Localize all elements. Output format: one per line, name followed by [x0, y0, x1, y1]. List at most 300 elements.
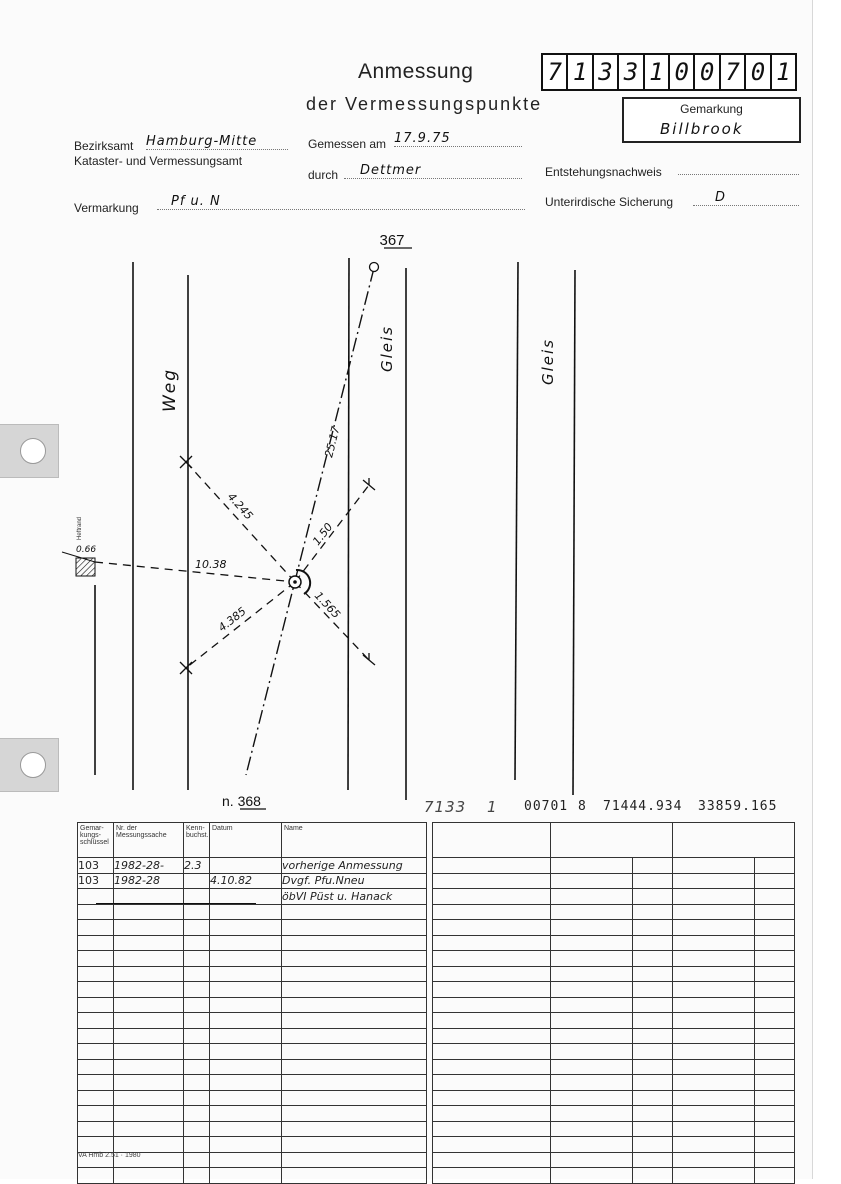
table-cell-empty [114, 1013, 184, 1029]
col-header-blank [551, 823, 673, 858]
gemarkung-label: Gemarkung [680, 102, 743, 116]
coordinate-table [432, 822, 795, 1184]
table-cell-empty [433, 997, 551, 1013]
table-cell-empty [114, 1106, 184, 1122]
table-cell-empty [755, 1121, 795, 1137]
table-row-empty [433, 982, 795, 998]
table-cell-empty [184, 1044, 210, 1060]
table-cell-empty [210, 904, 282, 920]
table-cell-empty [755, 858, 795, 874]
table-cell-empty [551, 997, 633, 1013]
table-cell-empty [78, 904, 114, 920]
table-cell-empty [551, 935, 633, 951]
table-cell-empty [184, 966, 210, 982]
table-cell-empty [755, 904, 795, 920]
table-cell-empty [78, 1013, 114, 1029]
table-cell-empty [433, 1044, 551, 1060]
table-cell-empty [114, 920, 184, 936]
table-cell-empty [633, 982, 673, 998]
point-number-digit: 3 [619, 55, 644, 89]
table-cell-empty [184, 904, 210, 920]
table-cell-empty [282, 966, 427, 982]
table-cell-empty [673, 1028, 755, 1044]
table-cell-empty [210, 997, 282, 1013]
table-row-empty [78, 951, 427, 967]
durch-value: Dettmer [344, 163, 522, 179]
table-cell-empty [551, 1044, 633, 1060]
table-cell-empty [184, 982, 210, 998]
table-cell-empty [184, 920, 210, 936]
table-cell-empty [433, 1059, 551, 1075]
table-row-empty [433, 904, 795, 920]
point-number-digit: 3 [594, 55, 619, 89]
form-subtitle: der Vermessungspunkte [306, 94, 543, 114]
cell-datum [210, 889, 282, 905]
table-row-empty [78, 920, 427, 936]
distance-1565: 1.565 [311, 589, 343, 622]
col-header-gemarkungsschluessel: Gemar-kungs-schlüssel [78, 823, 114, 858]
table-cell-empty [184, 1106, 210, 1122]
table-cell-empty [282, 935, 427, 951]
cell-gemarkung: 103 [78, 858, 114, 874]
table-cell-empty [114, 1059, 184, 1075]
point-number-digit: 1 [776, 58, 791, 86]
table-cell-empty [282, 1013, 427, 1029]
table-cell-empty [78, 920, 114, 936]
table-cell-empty [755, 1044, 795, 1060]
table-cell-empty [210, 1137, 282, 1153]
distance-4385: 4.385 [215, 604, 249, 635]
table-cell-empty [210, 1090, 282, 1106]
table-cell-empty [673, 1075, 755, 1091]
survey-sketch [0, 225, 812, 815]
table-cell-empty [184, 1028, 210, 1044]
table-row-empty [433, 951, 795, 967]
table-cell-empty [633, 1168, 673, 1184]
table-cell-empty [210, 1152, 282, 1168]
table-cell-empty [210, 1059, 282, 1075]
table-row-empty [78, 1137, 427, 1153]
table-cell-empty [433, 1106, 551, 1122]
table-cell-empty [633, 920, 673, 936]
table-cell-empty [551, 889, 633, 905]
table-cell-empty [755, 1168, 795, 1184]
table-cell-empty [551, 1106, 633, 1122]
point-number-digit: 0 [746, 55, 771, 89]
table-cell-empty [114, 935, 184, 951]
table-cell-empty [282, 997, 427, 1013]
table-cell-empty [551, 904, 633, 920]
table-cell-empty [755, 1152, 795, 1168]
table-cell-empty [114, 966, 184, 982]
cell-messungssache [114, 889, 184, 905]
table-cell-empty [551, 951, 633, 967]
point-367-marker [370, 263, 379, 272]
tie-line-150 [295, 485, 369, 582]
table-cell-empty [755, 889, 795, 905]
table-cell-empty [633, 858, 673, 874]
table-cell-empty [755, 951, 795, 967]
table-cell-empty [184, 997, 210, 1013]
form-title: Anmessung [358, 60, 474, 83]
table-cell-empty [78, 1028, 114, 1044]
table-cell-empty [282, 920, 427, 936]
table-cell-empty [551, 1121, 633, 1137]
col-header-messungssache: Nr. der Messungssache [114, 823, 184, 858]
table-cell-empty [282, 1106, 427, 1122]
gleis-1-rail-left [348, 258, 349, 790]
table-cell-empty [282, 1168, 427, 1184]
table-cell-empty [755, 1059, 795, 1075]
tie-line-4385 [186, 582, 295, 668]
col-header-blank [433, 823, 551, 858]
table-cell-empty [114, 1121, 184, 1137]
table-cell-empty [633, 1059, 673, 1075]
table-cell-empty [551, 873, 633, 889]
table-cell-empty [114, 1044, 184, 1060]
table-cell-empty [78, 1121, 114, 1137]
table-row-empty [433, 1013, 795, 1029]
table-row-empty [433, 1044, 795, 1060]
cell-kennbuchst: 2.3 [184, 858, 210, 874]
table-cell-empty [184, 1059, 210, 1075]
table-cell-empty [433, 1152, 551, 1168]
point-number-digit: 1 [645, 55, 670, 89]
vermarkung-value: Pf u. N [157, 194, 525, 210]
gleis-2-rail-right [573, 270, 575, 795]
gemessen-value: 17.9.75 [394, 131, 522, 147]
table-cell-empty [78, 1168, 114, 1184]
table-cell-empty [755, 1013, 795, 1029]
table-cell-empty [673, 1106, 755, 1122]
table-cell-empty [210, 1121, 282, 1137]
table-row [78, 858, 427, 874]
table-cell-empty [433, 935, 551, 951]
table-row-empty [433, 935, 795, 951]
table-row-empty [433, 1121, 795, 1137]
entstehung-label: Entstehungsnachweis [545, 165, 662, 179]
table-cell-empty [282, 1152, 427, 1168]
table-cell-empty [210, 951, 282, 967]
cell-name: vorherige Anmessung [282, 858, 427, 874]
table-cell-empty [210, 1106, 282, 1122]
table-cell-empty [433, 1028, 551, 1044]
table-cell-empty [78, 1090, 114, 1106]
table-cell-empty [433, 1075, 551, 1091]
table-row-empty [433, 1106, 795, 1122]
gemessen-label: Gemessen am [308, 137, 387, 151]
col-header-name: Name [282, 823, 427, 858]
table-cell-empty [78, 1044, 114, 1060]
point-number-digit: 7 [543, 55, 568, 89]
coord-part3: 00701 [524, 799, 569, 814]
table-cell-empty [633, 1044, 673, 1060]
point-number-digit: 0 [670, 55, 695, 89]
table-cell-empty [755, 920, 795, 936]
entstehung-value [678, 160, 799, 175]
cell-gemarkung: 103 [78, 873, 114, 889]
table-row-empty [78, 935, 427, 951]
table-row-empty [78, 1044, 427, 1060]
table-cell-empty [184, 935, 210, 951]
table-cell-empty [551, 1013, 633, 1029]
table-cell-empty [633, 873, 673, 889]
table-cell-empty [210, 935, 282, 951]
table-cell-empty [433, 1090, 551, 1106]
table-cell-empty [282, 1044, 427, 1060]
table-cell-empty [184, 1121, 210, 1137]
durch-label: durch [308, 168, 339, 182]
cell-datum [210, 858, 282, 874]
point-top-label: 367 [379, 232, 405, 249]
point-number-digit: 1 [568, 55, 593, 89]
table-row-empty [78, 1013, 427, 1029]
table-cell-empty [78, 935, 114, 951]
table-cell-empty [78, 1075, 114, 1091]
table-cell-empty [673, 935, 755, 951]
table-row-empty [78, 997, 427, 1013]
table-cell-empty [673, 1137, 755, 1153]
table-cell-empty [633, 1013, 673, 1029]
table-cell-empty [673, 1168, 755, 1184]
bezirksamt-value: Hamburg-Mitte [146, 134, 288, 150]
table-cell-empty [114, 997, 184, 1013]
table-row-empty [78, 1075, 427, 1091]
table-cell-empty [633, 951, 673, 967]
table-cell-empty [184, 1137, 210, 1153]
table-cell-empty [210, 1075, 282, 1091]
table-cell-empty [282, 1028, 427, 1044]
table-cell-empty [184, 1075, 210, 1091]
coord-part1: 7133 [424, 798, 467, 816]
table-row-empty [78, 1121, 427, 1137]
table-cell-empty [673, 966, 755, 982]
gemarkung-value: Billbrook [660, 120, 744, 138]
table-cell-empty [78, 951, 114, 967]
cell-kennbuchst [184, 889, 210, 905]
table-row-empty [433, 1168, 795, 1184]
cell-name: öbVI Püst u. Hanack [282, 889, 427, 905]
table-cell-empty [673, 1013, 755, 1029]
weg-label: Weg [160, 367, 180, 412]
table-cell-empty [551, 920, 633, 936]
table-cell-empty [633, 1075, 673, 1091]
distance-4245: 4.245 [224, 490, 256, 523]
table-row-empty [433, 920, 795, 936]
table-cell-empty [633, 1152, 673, 1168]
coord-part5: 71444.934 [603, 799, 683, 814]
table-cell-empty [282, 1121, 427, 1137]
table-cell-empty [433, 1168, 551, 1184]
heftrand-label: Heftrand [77, 516, 83, 540]
table-row-empty [433, 1090, 795, 1106]
table-cell-empty [433, 951, 551, 967]
table-row-empty [433, 1137, 795, 1153]
table-cell-empty [551, 1168, 633, 1184]
point-number-digit: 0 [695, 55, 720, 89]
table-cell-empty [673, 982, 755, 998]
point-number-box [541, 53, 797, 91]
table-cell-empty [633, 1106, 673, 1122]
cell-datum: 4.10.82 [210, 873, 282, 889]
strike-line [96, 903, 256, 904]
table-cell-empty [282, 951, 427, 967]
table-cell-empty [78, 966, 114, 982]
table-row-empty [78, 904, 427, 920]
table-cell-empty [551, 1059, 633, 1075]
table-cell-empty [282, 1059, 427, 1075]
table-cell-empty [210, 1044, 282, 1060]
table-cell-empty [282, 1090, 427, 1106]
table-cell-empty [114, 951, 184, 967]
table-cell-empty [433, 966, 551, 982]
table-cell-empty [78, 1059, 114, 1075]
table-cell-empty [755, 982, 795, 998]
table-cell-empty [282, 1137, 427, 1153]
table-cell-empty [755, 935, 795, 951]
distance-2517: 25.17 [322, 425, 343, 459]
col-header-datum: Datum [210, 823, 282, 858]
table-row-empty [78, 966, 427, 982]
table-row-empty [433, 1059, 795, 1075]
table-cell-empty [755, 1028, 795, 1044]
table-cell-empty [114, 1075, 184, 1091]
table-cell-empty [551, 1028, 633, 1044]
table-row-empty [78, 1106, 427, 1122]
table-cell-empty [433, 904, 551, 920]
table-cell-empty [210, 966, 282, 982]
coord-part4: 8 [578, 799, 586, 814]
table-cell-empty [673, 1059, 755, 1075]
table-cell-empty [433, 1121, 551, 1137]
bezirksamt-label: Bezirksamt [74, 139, 134, 153]
point-number-digit: 7 [721, 55, 746, 89]
table-cell-empty [433, 858, 551, 874]
table-cell-empty [673, 1152, 755, 1168]
table-cell-empty [551, 966, 633, 982]
distance-1038: 10.38 [195, 558, 227, 571]
table-row-empty [78, 1028, 427, 1044]
table-cell-empty [755, 966, 795, 982]
cell-kennbuchst [184, 873, 210, 889]
cell-name: Dvgf. Pfu.Nneu [282, 873, 427, 889]
table-cell-empty [210, 920, 282, 936]
table-cell-empty [755, 1075, 795, 1091]
table-cell-empty [633, 889, 673, 905]
table-cell-empty [633, 935, 673, 951]
table-cell-empty [210, 1028, 282, 1044]
table-cell-empty [673, 904, 755, 920]
table-row-empty [433, 1028, 795, 1044]
table-row-empty [433, 1075, 795, 1091]
gleis-2-label: Gleis [539, 337, 557, 385]
table-cell-empty [78, 1106, 114, 1122]
table-row-empty [433, 858, 795, 874]
table-row-empty [433, 997, 795, 1013]
table-cell-empty [673, 997, 755, 1013]
table-cell-empty [114, 982, 184, 998]
table-cell-empty [210, 1168, 282, 1184]
table-cell-empty [673, 1090, 755, 1106]
cell-messungssache: 1982-28- [114, 858, 184, 874]
vermarkung-label: Vermarkung [74, 201, 139, 215]
sicherung-label: Unterirdische Sicherung [545, 195, 674, 209]
cell-gemarkung [78, 889, 114, 905]
table-row [78, 889, 427, 905]
table-cell-empty [433, 889, 551, 905]
col-header-kennbuchst: Kenn-buchst. [184, 823, 210, 858]
table-row-empty [433, 873, 795, 889]
table-cell-empty [551, 1137, 633, 1153]
table-cell-empty [755, 1090, 795, 1106]
kataster-label: Kataster- und Vermessungsamt [74, 154, 243, 168]
table-row-empty [78, 1090, 427, 1106]
table-cell-empty [433, 920, 551, 936]
table-cell-empty [433, 1137, 551, 1153]
table-cell-empty [673, 920, 755, 936]
table-row [78, 873, 427, 889]
table-cell-empty [633, 1090, 673, 1106]
table-cell-empty [282, 982, 427, 998]
table-cell-empty [78, 982, 114, 998]
table-cell-empty [184, 1168, 210, 1184]
table-cell-empty [673, 1121, 755, 1137]
table-cell-empty [78, 997, 114, 1013]
table-cell-empty [673, 889, 755, 905]
table-cell-empty [114, 904, 184, 920]
distance-066: 0.66 [76, 545, 97, 555]
table-cell-empty [551, 858, 633, 874]
measurement-record-table [77, 822, 427, 1184]
table-row-empty [78, 982, 427, 998]
table-cell-empty [114, 1090, 184, 1106]
table-cell-empty [78, 1137, 114, 1153]
table-cell-empty [184, 1152, 210, 1168]
axis-line-367-368 [246, 268, 374, 775]
table-cell-empty [633, 1028, 673, 1044]
table-row-empty [433, 889, 795, 905]
table-cell-empty [210, 1013, 282, 1029]
distance-150: 1.50 [310, 520, 336, 548]
sicherung-value: D [693, 190, 799, 206]
table-cell-empty [673, 873, 755, 889]
table-row-empty [433, 966, 795, 982]
table-cell-empty [114, 1028, 184, 1044]
table-cell-empty [210, 982, 282, 998]
coord-part2: 1 [487, 798, 498, 816]
table-row-empty [433, 1152, 795, 1168]
table-cell-empty [633, 997, 673, 1013]
table-cell-empty [433, 982, 551, 998]
gleis-1-label: Gleis [378, 324, 396, 372]
table-cell-empty [673, 858, 755, 874]
gleis-2-rail-left [515, 262, 518, 780]
table-cell-empty [282, 1075, 427, 1091]
table-cell-empty [114, 1168, 184, 1184]
table-cell-empty [755, 997, 795, 1013]
table-cell-empty [551, 1152, 633, 1168]
table-cell-empty [551, 1075, 633, 1091]
table-cell-empty [673, 951, 755, 967]
coord-part6: 33859.165 [698, 799, 778, 814]
survey-point-center [293, 580, 297, 584]
table-cell-empty [755, 1137, 795, 1153]
table-cell-empty [755, 1106, 795, 1122]
table-row-empty [78, 1059, 427, 1075]
table-cell-empty [282, 904, 427, 920]
table-cell-empty [633, 1121, 673, 1137]
table-cell-empty [184, 1013, 210, 1029]
